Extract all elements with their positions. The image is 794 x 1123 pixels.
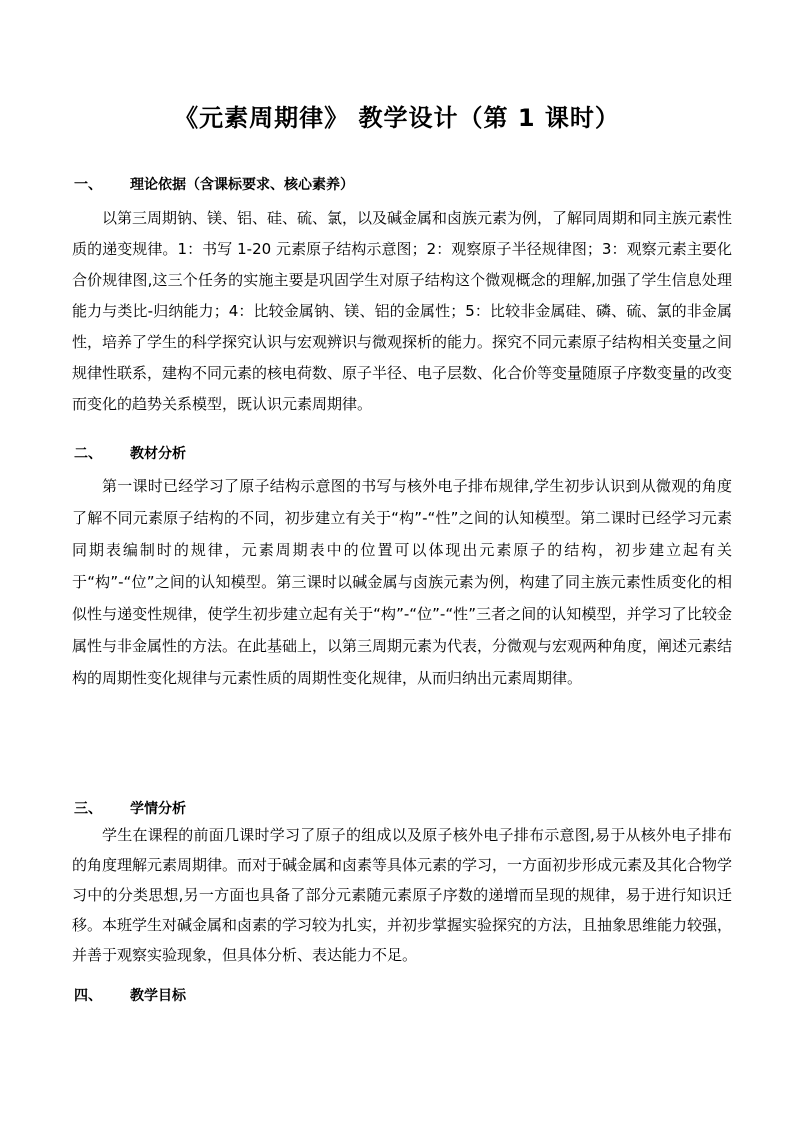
- section-heading-4: [74, 986, 186, 1006]
- section-number-2: 二、: [74, 446, 102, 462]
- section-title-1: 理论依据（含课标要求、核心素养）: [130, 177, 354, 193]
- section-title-4: 教学目标: [130, 988, 186, 1004]
- section-heading-2: [74, 444, 186, 464]
- section-title-3: 学情分析: [130, 801, 186, 817]
- document-title: 《元素周期律》 教学设计（第 1 课时）: [174, 104, 620, 132]
- section-body-1: 以第三周期钠、镁、铝、硅、硫、氯，以及碱金属和卤族元素为例，了解同周期和同主族元素性质的递变规律。1：书写 1-20 元素原子结构示意图；2：观察原子半径规律图；3：观察元素主要化合价规律图,这三个任务的实施主要是巩固学生对原子结构这个微观概念的理解,加强了学生信息处理能力与类比-归纳能力；4：比较金属钠、镁、铝的金属性；5：比较非金属硅、磷、硫、氯的非金属性，培养了学生的科学探究认识与宏观辨识与微观探析的能力。探究不同元素原子结构相关变量之间规律性联系，建构不同元素的核电荷数、原子半径、电子层数、化合价等变量随原子序数变量的改变而变化的趋势关系模型，既认识元素周期律。: [72, 209, 733, 413]
- section-title-2: 教材分析: [130, 446, 186, 462]
- section-heading-3: [74, 799, 186, 819]
- section-body-2: 第一课时已经学习了原子结构示意图的书写与核外电子排布规律,学生初步认识到从微观的角度了解不同元素原子结构的不同，初步建立有关于“构”-“性”之间的认知模型。第二课时已经学习元素同期表编制时的规律，元素周期表中的位置可以体现出元素原子的结构，初步建立起有关于“构”-“位”之间的认知模型。第三课时以碱金属与卤族元素为例，构建了同主族元素性质变化的相似性与递变性规律，使学生初步建立起有关于“构”-“位”-“性”三者之间的认知模型，并学习了比较金属性与非金属性的方法。在此基础上，以第三周期元素为代表，分微观与宏观两种角度，阐述元素结构的周期性变化规律与元素性质的周期性变化规律，从而归纳出元素周期律。: [72, 477, 733, 687]
- section-number-3: 三、: [74, 801, 102, 817]
- section-body-3: 学生在课程的前面几课时学习了原子的组成以及原子核外电子排布示意图,易于从核外电子排布的角度理解元素周期律。而对于碱金属和卤素等具体元素的学习，一方面初步形成元素及其化合物学习中的分类思想,另一方面也具备了部分元素随元素原子序数的递增而呈现的规律，易于进行知识迁移。本班学生对碱金属和卤素的学习较为扎实，并初步掌握实验探究的方法，且抽象思维能力较强，并善于观察实验现象，但具体分析、表达能力不足。: [72, 826, 733, 964]
- section-heading-1: [74, 175, 354, 195]
- section-number-4: 四、: [74, 988, 102, 1004]
- section-number-1: 一、: [74, 177, 102, 193]
